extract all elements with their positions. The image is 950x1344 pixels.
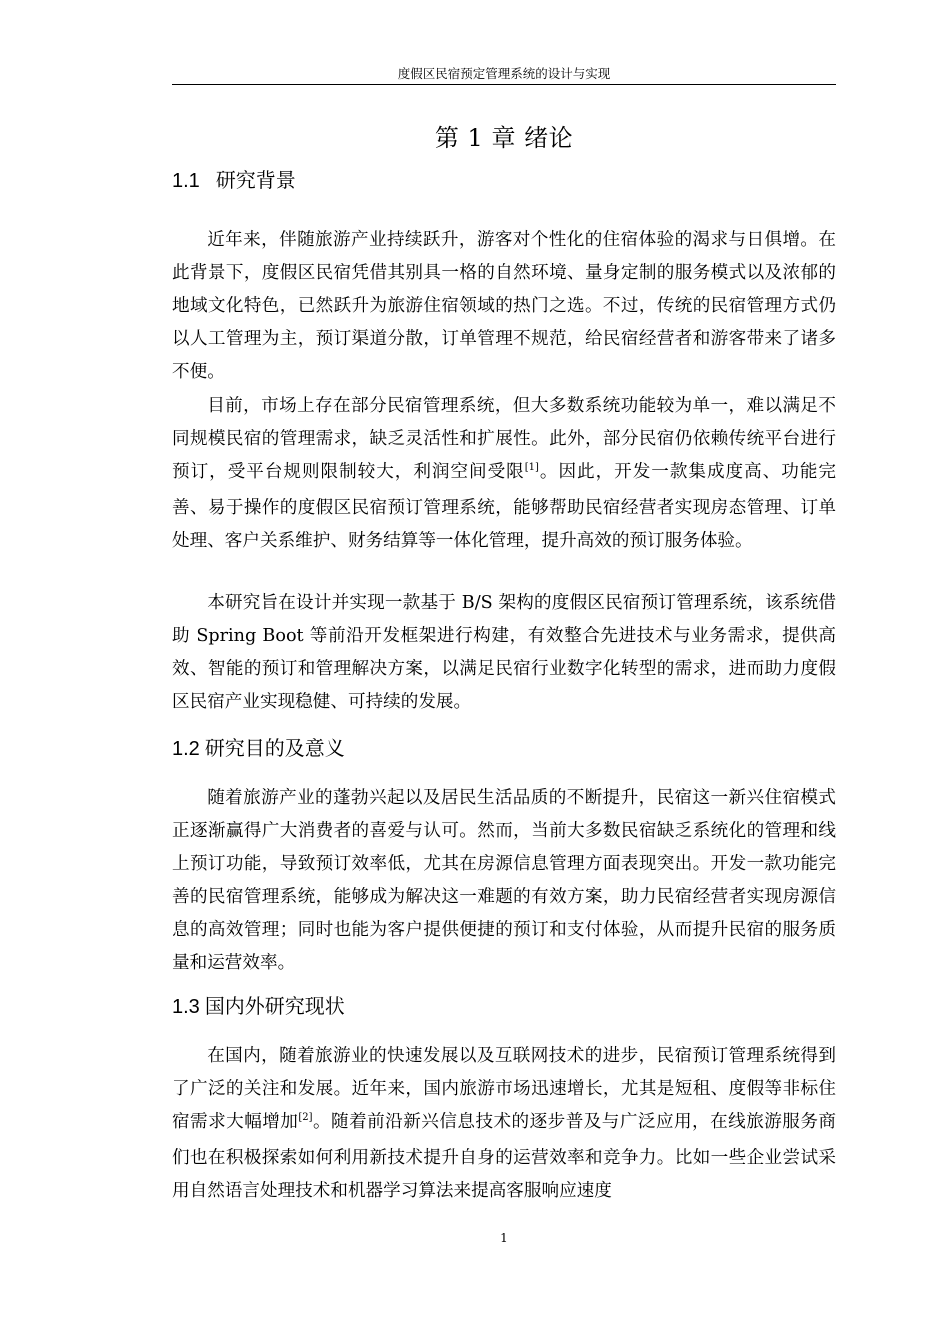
section-heading-1-3 [172,991,345,1022]
running-header: 度假区民宿预定管理系统的设计与实现 [397,66,611,81]
paragraph [172,390,836,558]
paragraph: 近年来，伴随旅游产业持续跃升，游客对个性化的住宿体验的渴求与日俱增。在此背景下，度假区民宿凭借其别具一格的自然环境、量身定制的服务模式以及浓郁的地域文化特色，已然跃升为旅游住宿领域的热门之选。不过，传统的民宿管理方式仍以人工管理为主，预订渠道分散，订单管理不规范，给民宿经营者和游客带来了诸多不便。 [172,230,836,382]
paragraph-text: 在国内，随着旅游业的快速发展以及互联网技术的进步，民宿预订管理系统得到了广泛的关注和发展。近年来，国内旅游市场迅速增长，尤其是短租、度假等非标住宿需求大幅增加 [172,1046,836,1132]
paragraph: 随着旅游产业的蓬勃兴起以及居民生活品质的不断提升，民宿这一新兴住宿模式正逐渐赢得广大消费者的喜爱与认可。然而，当前大多数民宿缺乏系统化的管理和线上预订功能，导致预订效率低，尤其在房源信息管理方面表现突出。开发一款功能完善的民宿管理系统，能够成为解决这一难题的有效方案，助力民宿经营者实现房源信息的高效管理；同时也能为客户提供便捷的预订和支付体验，从而提升民宿的服务质量和运营效率。 [172,788,836,973]
paragraph-text: 。随着前沿新兴信息技术的逐步普及与广泛应用，在线旅游服务商们也在积极探索如何利用新技术提升自身的运营效率和竞争力。比如一些企业尝试采用自然语言处理技术和机器学习算法来提高客服响应速度 [172,1111,836,1201]
section-number: 1.2 [172,738,200,760]
citation-ref: [1] [524,461,539,473]
paragraph-text: 目前，市场上存在部分民宿管理系统，但大多数系统功能较为单一，难以满足不同规模民宿的管理需求，缺乏灵活性和扩展性。此外，部分民宿仍依赖传统平台进行预订，受平台规则限制较大，利润空间受限 [172,396,836,482]
section-title: 国内外研究现状 [204,994,345,1018]
page-number: 1 [500,1231,508,1245]
citation-ref: [2] [298,1111,313,1123]
paragraph-text: 。因此，开发一款集成度高、功能完善、易于操作的度假区民宿预订管理系统，能够帮助民宿经营者实现房态管理、订单处理、客户关系维护、财务结算等一体化管理，提升高效的预订服务体验。 [172,461,836,551]
header-rule [172,84,836,85]
section-heading-1-1 [172,165,296,196]
paragraph: 本研究旨在设计并实现一款基于 B/S 架构的度假区民宿预订管理系统，该系统借助 Spring Boot 等前沿开发框架进行构建，有效整合先进技术与业务需求，提供高效、智能的预订和管理解决方案，以满足民宿行业数字化转型的需求，进而助力度假区民宿产业实现稳健、可持续的发展。 [172,593,836,712]
chapter-title: 第 1 章 绪论 [434,124,574,152]
paragraph [172,1040,836,1208]
section-title: 研究目的及意义 [204,736,345,760]
section-heading-1-2 [172,733,345,764]
section-number: 1.1 [172,170,200,192]
section-number: 1.3 [172,996,200,1018]
section-title: 研究背景 [215,168,296,192]
